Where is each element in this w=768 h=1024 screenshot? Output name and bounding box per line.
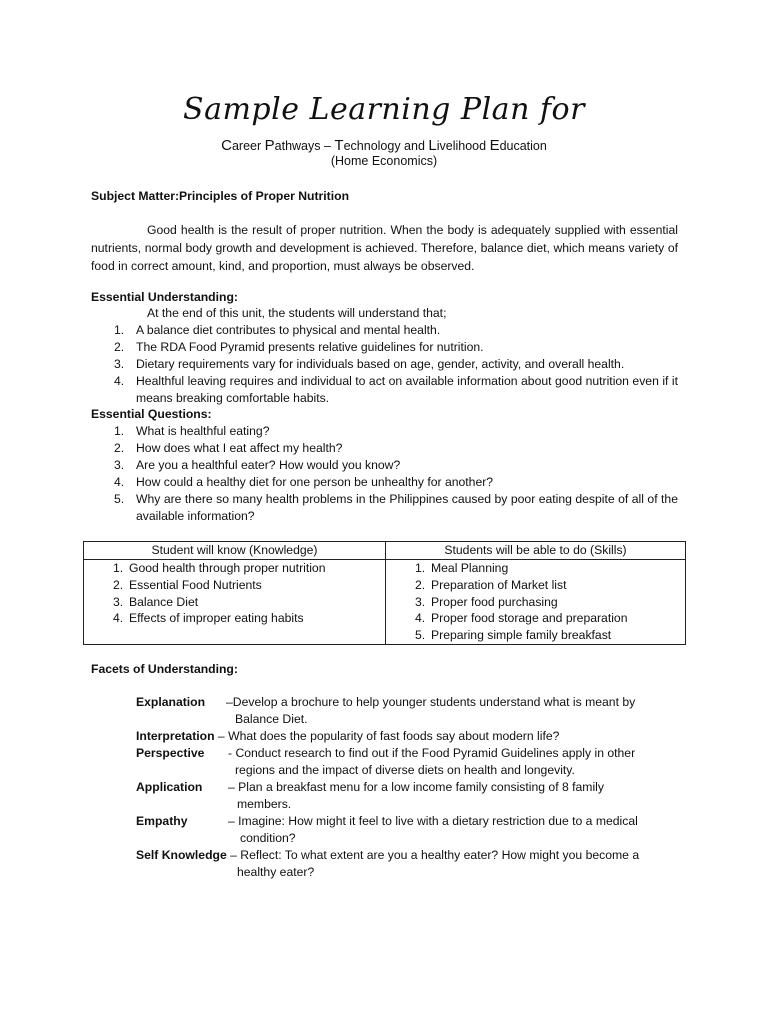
essential-questions-heading: Essential Questions: <box>91 407 212 421</box>
list-item: 2. The RDA Food Pyramid presents relative guidelines for nutrition. <box>114 340 484 354</box>
list-item: 3. Proper food purchasing <box>415 594 558 609</box>
list-item: 3. Are you a healthful eater? How would you know? <box>114 458 401 472</box>
facet-explanation: Explanation –Develop a brochure to help younger students understand what is meant by Balance Diet. <box>136 695 636 726</box>
facet-perspective: Perspective - Conduct research to find out if the Food Pyramid Guidelines apply in other regions and the impact of diverse diets on health and longevity. <box>136 746 636 777</box>
questions-list <box>91 423 678 525</box>
list-item: 2. How does what I eat affect my health? <box>114 441 343 455</box>
list-item: 5. Why are there so many health problems in the Philippines caused by poor eating despite of all of the available information? <box>114 492 678 523</box>
facet-term: Self Knowledge <box>136 848 227 862</box>
document-subtitle: Career Pathways – Technology and Livelihood Education <box>221 137 547 154</box>
list-item: 2. Preparation of Market list <box>415 577 567 592</box>
facet-empathy: Empathy – Imagine: How might it feel to live with a dietary restriction due to a medical condition? <box>136 814 638 845</box>
list-item: 1. What is healthful eating? <box>114 424 270 438</box>
understanding-list <box>91 322 678 407</box>
list-item: 1. A balance diet contributes to physical and mental health. <box>114 323 441 337</box>
facets-heading: Facets of Understanding: <box>91 662 238 676</box>
understanding-lead: At the end of this unit, the students will understand that; <box>147 306 447 320</box>
list-item: 1. Meal Planning <box>415 561 509 575</box>
facet-term: Empathy <box>136 814 188 828</box>
facet-application: Application – Plan a breakfast menu for a low income family consisting of 8 family members. <box>136 780 604 811</box>
list-item: 4. Effects of improper eating habits <box>113 611 304 626</box>
facet-self-knowledge: Self Knowledge – Reflect: To what extent are you a healthy eater? How might you become a healthy eater? <box>136 848 640 879</box>
list-item: 2. Essential Food Nutrients <box>113 577 262 592</box>
table-header-row <box>84 542 686 560</box>
list-item: 3. Balance Diet <box>113 594 199 609</box>
subject-matter: Subject Matter:Principles of Proper Nutrition <box>91 189 350 203</box>
intro-paragraph: Good health is the result of proper nutrition. When the body is adequately supplied with essential nutrients, normal body growth and development is achieved. Therefore, balance diet, which means variety of food in correct amount, kind, and proportion, must always be observed. <box>91 223 678 273</box>
table-row <box>84 560 686 645</box>
list-item: 3. Dietary requirements vary for individuals based on age, gender, activity, and overall health. <box>114 357 625 371</box>
facet-term: Explanation <box>136 695 206 709</box>
knowledge-skills-table <box>83 541 686 645</box>
list-item: 4. Proper food storage and preparation <box>415 611 628 626</box>
table-header-skills: Students will be able to do (Skills) <box>386 542 686 560</box>
document-title: Sample Learning Plan for <box>183 92 585 127</box>
facet-interpretation: Interpretation – What does the popularity of fast foods say about modern life? <box>136 729 560 743</box>
list-item: 4. How could a healthy diet for one person be unhealthy for another? <box>114 475 494 489</box>
document-subtitle-line2: (Home Economics) <box>330 154 438 168</box>
skills-cell <box>386 560 686 645</box>
list-item: 4. Healthful leaving requires and individual to act on available information about good nutrition even if it means breaking comfortable habits. <box>114 374 678 405</box>
facet-term: Application <box>136 780 203 794</box>
table-header-knowledge: Student will know (Knowledge) <box>84 542 386 560</box>
knowledge-cell <box>84 560 386 645</box>
list-item: 1. Good health through proper nutrition <box>113 561 326 575</box>
facet-term: Perspective <box>136 746 205 760</box>
facet-term: Interpretation <box>136 729 215 743</box>
essential-understanding-heading: Essential Understanding: <box>91 290 238 304</box>
list-item: 5. Preparing simple family breakfast <box>415 628 612 643</box>
